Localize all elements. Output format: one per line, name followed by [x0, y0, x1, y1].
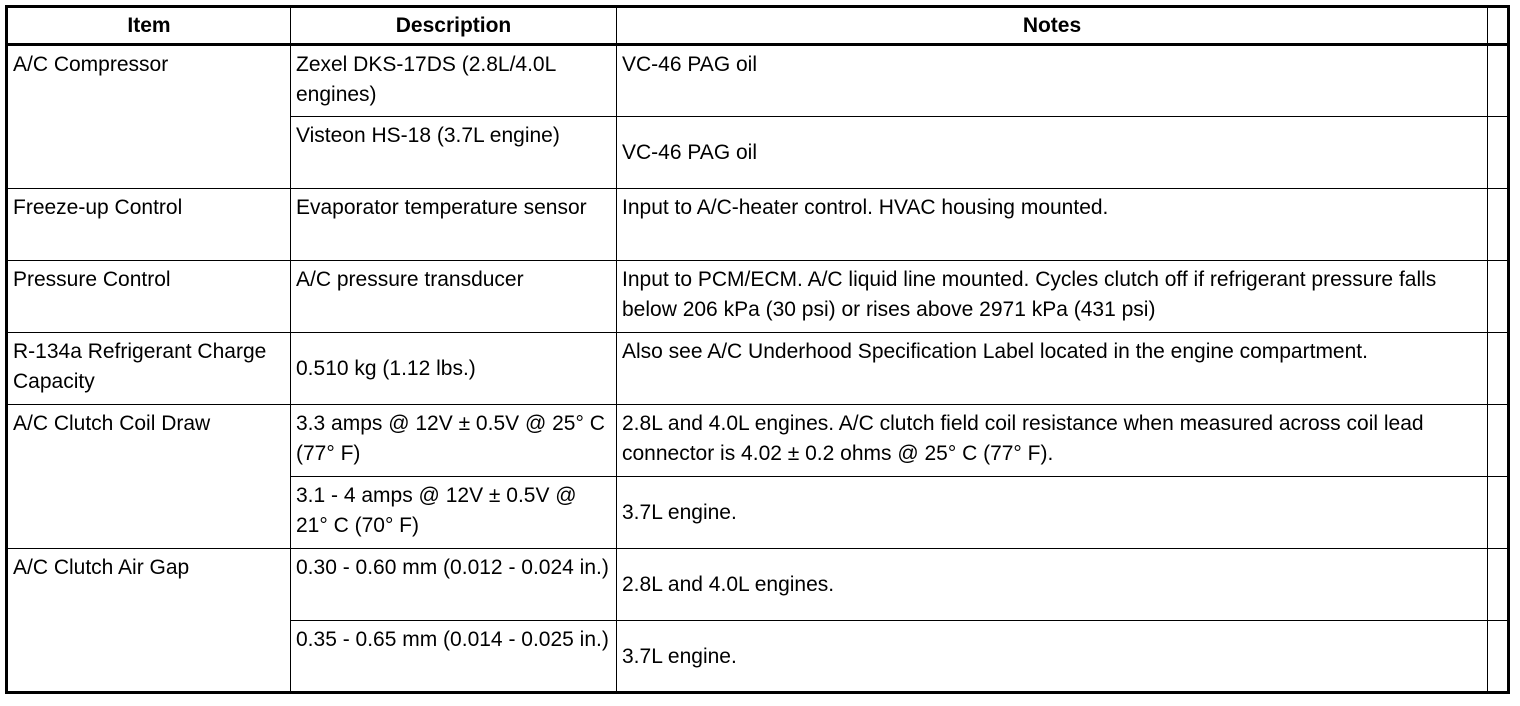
header-row — [7, 7, 1509, 45]
description-cell: 0.35 - 0.65 mm (0.014 - 0.025 in.) — [291, 621, 617, 693]
extra-cell — [1488, 405, 1509, 477]
item-cell: A/C Clutch Coil Draw — [7, 405, 291, 549]
header-extra-column — [1488, 7, 1509, 45]
description-cell: 0.30 - 0.60 mm (0.012 - 0.024 in.) — [291, 549, 617, 621]
item-cell: Pressure Control — [7, 261, 291, 333]
description-cell: 3.3 amps @ 12V ± 0.5V @ 25° C (77° F) — [291, 405, 617, 477]
table-row — [7, 189, 1509, 261]
notes-cell: 3.7L engine. — [617, 621, 1488, 693]
notes-cell: 2.8L and 4.0L engines. A/C clutch field coil resistance when measured across coil lead connector is 4.02 ± 0.2 ohms @ 25° C (77° F). — [617, 405, 1488, 477]
extra-cell — [1488, 621, 1509, 693]
extra-cell — [1488, 333, 1509, 405]
notes-cell: VC-46 PAG oil — [617, 45, 1488, 117]
description-cell: Zexel DKS-17DS (2.8L/4.0L engines) — [291, 45, 617, 117]
item-cell: Freeze-up Control — [7, 189, 291, 261]
notes-cell: Also see A/C Underhood Specification Label located in the engine compartment. — [617, 333, 1488, 405]
notes-cell: 3.7L engine. — [617, 477, 1488, 549]
notes-cell: 2.8L and 4.0L engines. — [617, 549, 1488, 621]
description-cell: Visteon HS-18 (3.7L engine) — [291, 117, 617, 189]
description-cell: 0.510 kg (1.12 lbs.) — [291, 333, 617, 405]
table-row — [7, 261, 1509, 333]
table-row — [7, 405, 1509, 477]
item-cell: A/C Clutch Air Gap — [7, 549, 291, 693]
header-item: Item — [7, 7, 291, 45]
ac-specifications-table — [5, 5, 1510, 694]
item-cell: R-134a Refrigerant Charge Capacity — [7, 333, 291, 405]
item-cell: A/C Compressor — [7, 45, 291, 189]
header-description: Description — [291, 7, 617, 45]
extra-cell — [1488, 45, 1509, 117]
extra-cell — [1488, 261, 1509, 333]
extra-cell — [1488, 477, 1509, 549]
notes-cell: Input to PCM/ECM. A/C liquid line mounted. Cycles clutch off if refrigerant pressure falls below 206 kPa (30 psi) or rises above 2971 kPa (431 psi) — [617, 261, 1488, 333]
description-cell: A/C pressure transducer — [291, 261, 617, 333]
table-row — [7, 549, 1509, 621]
extra-cell — [1488, 117, 1509, 189]
description-cell: Evaporator temperature sensor — [291, 189, 617, 261]
notes-cell: Input to A/C-heater control. HVAC housing mounted. — [617, 189, 1488, 261]
description-cell: 3.1 - 4 amps @ 12V ± 0.5V @ 21° C (70° F) — [291, 477, 617, 549]
notes-cell: VC-46 PAG oil — [617, 117, 1488, 189]
header-notes: Notes — [617, 7, 1488, 45]
table-row — [7, 333, 1509, 405]
extra-cell — [1488, 189, 1509, 261]
table-row — [7, 45, 1509, 117]
extra-cell — [1488, 549, 1509, 621]
